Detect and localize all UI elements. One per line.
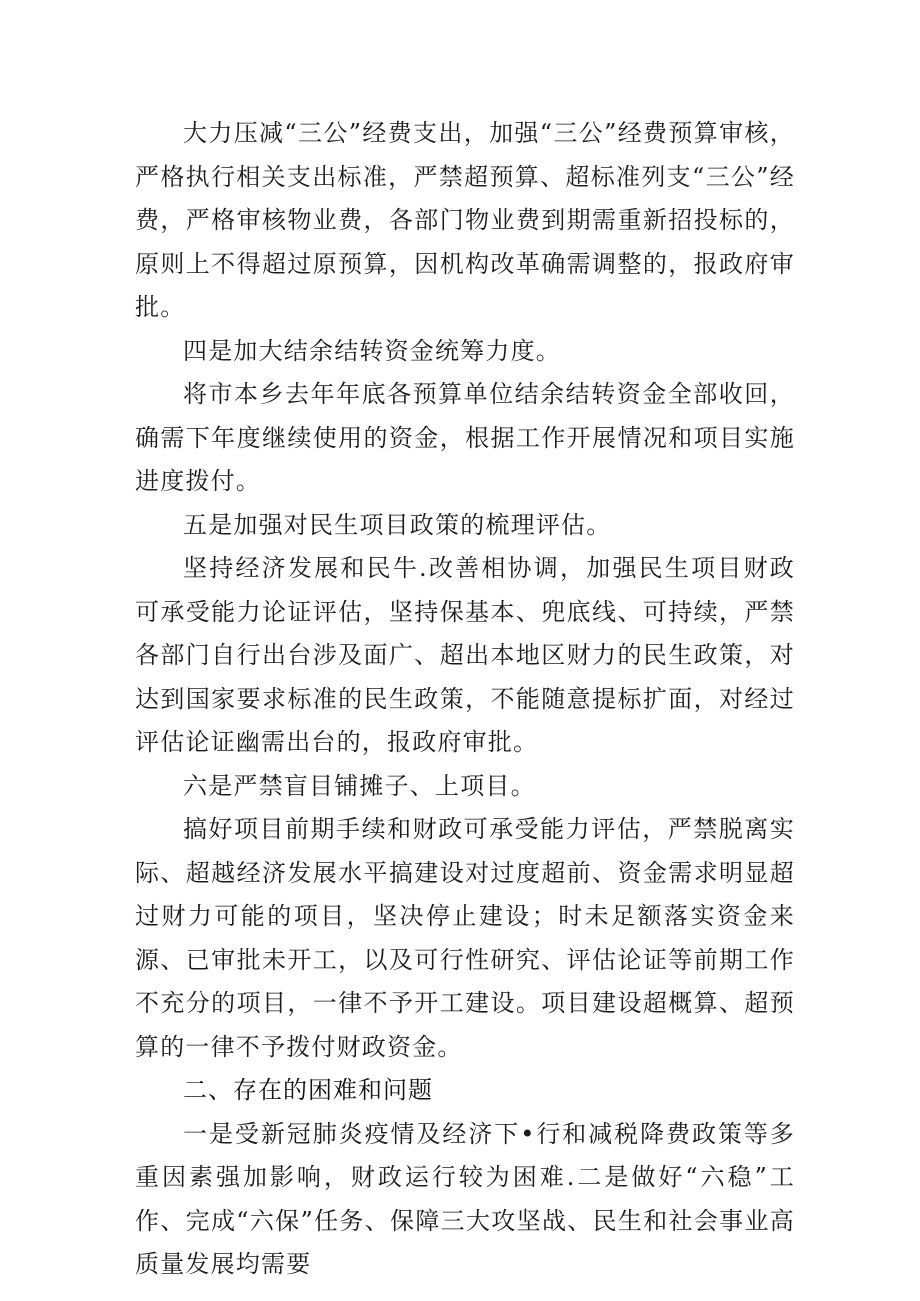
paragraph-point-five: 五是加强对民生项目政策的梳理评估。 bbox=[183, 510, 612, 539]
paragraph-point-four: 四是加大结余结转资金统筹力度。 bbox=[183, 336, 561, 365]
paragraph-point-six: 六是严禁盲目铺摊子、上项目。 bbox=[183, 771, 536, 800]
section-heading: 二、存在的困难和问题 bbox=[183, 1076, 433, 1104]
paragraph-surplus-funds: 将市本乡去年年底各预算单位结余结转资金全部收回，确需下年度继续使用的资金，根据工作开展情况和项目实施进度拨付。 bbox=[135, 380, 795, 495]
paragraph-project-control: 搞好项目前期手续和财政可承受能力评估，严禁脱离实际、超越经济发展水平搞建设对过度超前、资金需求明显超过财力可能的项目，坚决停止建设；时未足额落实资金来源、已审批未开工，以及可行性研究、评估论证等前期工作不充分的项目，一律不予开工建设。项目建设超概算、超预算的一律不予拨付财政资金。 bbox=[135, 815, 795, 1061]
paragraph-difficulties: 一是受新冠肺炎疫情及经济下•行和减税降费政策等多重因素强加影响，财政运行较为困难.二是做好“六稳”工作、完成“六保”任务、保障三大攻坚战、民生和社会事业高质量发展均需要 bbox=[135, 1119, 795, 1278]
document-body bbox=[135, 112, 795, 1287]
paragraph-livelihood-policy: 坚持经济发展和民牛.改善相协调，加强民生项目财政可承受能力论证评估，坚持保基本、兜底线、可持续，严禁各部门自行出台涉及面广、超出本地区财力的民生政策，对达到国家要求标准的民生政策，不能随意提标扩面，对经过评估论证幽需出台的，报政府审批。 bbox=[135, 554, 795, 756]
paragraph-sangong-expenses: 大力压减“三公”经费支出，加强“三公”经费预算审核，严格执行相关支出标准，严禁超预算、超标准列支“三公”经费，严格审核物业费，各部门物业费到期需重新招投标的，原则上不得超过原预算，因机构改革确需调整的，报政府审批。 bbox=[135, 119, 795, 321]
